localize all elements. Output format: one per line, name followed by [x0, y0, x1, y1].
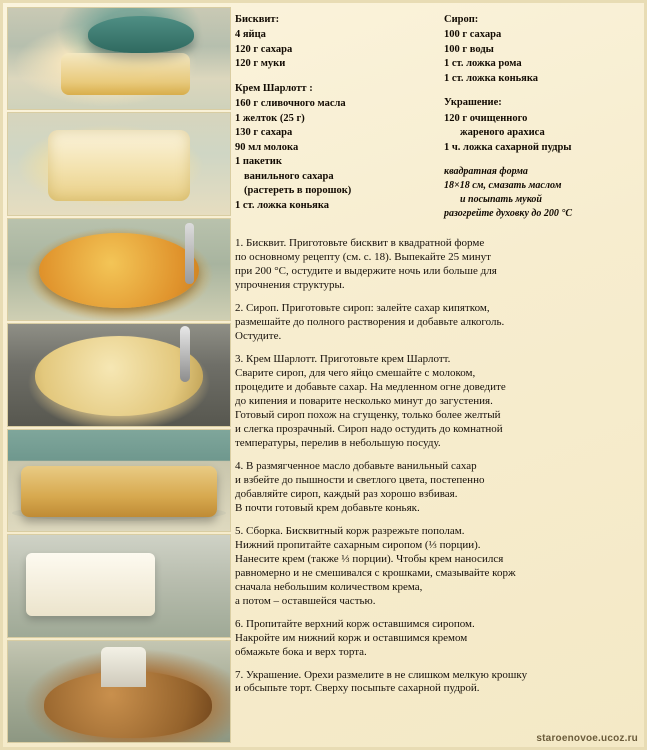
step-first-line [235, 525, 643, 539]
step-2 [235, 302, 643, 344]
step-first-line [235, 618, 643, 632]
step-4 [235, 460, 643, 516]
spacer [235, 72, 434, 82]
step-text: температуры, перелив в небольшую посуду. [235, 436, 441, 449]
syrup-heading: Сироп: [444, 14, 479, 25]
photo-chopped-peanuts-in-grinder [7, 640, 231, 743]
decoration-item: жареного арахиса [460, 127, 545, 139]
step-text: Сварите сироп, для чего яйцо смешайте с молоком, [235, 367, 476, 380]
step-text: Накройте им нижний корж и оставшимся кремом [235, 631, 468, 644]
step-text: и слегка прозрачный. Сироп надо остудить до комнатной [235, 422, 503, 435]
step-title: Сборка. [246, 524, 283, 537]
step-text: при 200 °C, остудите и выдержите ночь или больше для [235, 265, 497, 278]
spacer [444, 86, 643, 96]
photo-whisking-cream-in-bowl [7, 218, 231, 321]
step-text: равномерно и не смешивался с крошками, смазывайте корж [235, 566, 516, 579]
step-title: Сироп. [246, 302, 279, 315]
photo-caption [12, 520, 104, 528]
step-number: 5. [235, 524, 244, 537]
cream-item: 1 желток (25 г) [235, 112, 305, 124]
step-text: процедите и добавьте сахар. На медленном огне доведите [235, 381, 506, 394]
step-number: 4. [235, 459, 244, 472]
cream-item: (растереть в порошок) [244, 185, 352, 197]
step-text: Пропитайте верхний корж оставшимся сиропом. [246, 617, 475, 630]
step-text: Нанесите крем (также ⅓ порции). Чтобы крем наносился [235, 552, 504, 565]
photo-baked-sponge-cake [7, 429, 231, 532]
step-text: размешайте до полного растворения и добавьте алкоголь. [235, 316, 505, 329]
step-first-line [235, 669, 643, 683]
step-text: Приготовьте крем Шарлотт. [319, 353, 451, 366]
step-text: Орехи размелите в не слишком мелкую крошку [304, 668, 528, 681]
step-text: до кипения и поварите несколько минут до загустения. [235, 395, 493, 408]
syrup-item: 1 ст. ложка рома [444, 58, 522, 70]
step-first-line [235, 353, 643, 367]
cream-item: 160 г сливочного масла [235, 98, 346, 110]
step-first-line [235, 302, 643, 316]
step-number: 3. [235, 353, 244, 366]
photo-caption [12, 204, 69, 212]
photo-column [7, 7, 229, 743]
step-text: Приготовьте бисквит в квадратной форме [289, 237, 485, 250]
charlotte-cream-heading: Крем Шарлотт : [235, 82, 313, 94]
cream-item: 1 ст. ложка коньяка [235, 199, 329, 211]
photo-caption [12, 731, 78, 739]
step-first-line [235, 460, 643, 474]
photo-batter-in-container [7, 112, 231, 215]
step-1 [235, 237, 643, 293]
step-text: Бисквитный корж разрежьте пополам. [285, 524, 465, 537]
photo-caption [12, 309, 94, 317]
photo-caption [12, 98, 108, 106]
step-number: 1. [235, 237, 244, 250]
step-text: и взбейте до пышности и светлого цвета, постепенно [235, 473, 485, 486]
step-text: и обсыпьте торт. Сверху посыпьте сахарной пудрой. [235, 682, 480, 695]
pan-note: квадратная форма [444, 166, 528, 178]
sponge-item: 120 г сахара [235, 43, 293, 55]
step-text: В почти готовый крем добавьте коньяк. [235, 501, 420, 514]
syrup-item: 100 г воды [444, 43, 494, 55]
decoration-item: 120 г очищенного [444, 112, 528, 124]
photo-caption [12, 415, 80, 423]
sponge-item: 120 г муки [235, 58, 286, 70]
step-7 [235, 669, 643, 697]
site-watermark: staroenovoe.ucoz.ru [536, 733, 638, 744]
step-5 [235, 525, 643, 609]
oven-note: разогрейте духовку до 200 °C [444, 208, 573, 220]
step-text: по основному рецепту (см. с. 18). Выпекайте 25 минут [235, 251, 491, 264]
step-3 [235, 353, 643, 451]
cream-item: 130 г сахара [235, 127, 293, 139]
step-number: 7. [235, 668, 244, 681]
recipe-content [235, 13, 643, 743]
step-text: сначала небольшим количеством крема, [235, 580, 423, 593]
steps-block [235, 237, 643, 696]
step-number: 2. [235, 302, 244, 315]
ingredients-left-column [235, 13, 434, 221]
photo-caption [12, 626, 64, 634]
step-text: упрочнения структуры. [235, 279, 345, 292]
pan-note: 18×18 см, смазать маслом [444, 180, 562, 192]
step-text: а потом – оставшейся частью. [235, 594, 376, 607]
step-text: Остудите. [235, 330, 282, 343]
photo-whisking-cream-closeup [7, 323, 231, 426]
photo-butter-block [7, 534, 231, 637]
syrup-item: 100 г сахара [444, 29, 502, 41]
cream-item: ванильного сахара [244, 170, 334, 182]
step-title: Крем Шарлотт. [246, 353, 318, 366]
step-text: Нижний пропитайте сахарным сиропом (⅓ порции). [235, 538, 481, 551]
syrup-item: 1 ст. ложка коньяка [444, 72, 538, 84]
step-title: Украшение. [246, 668, 302, 681]
decoration-heading: Украшение: [444, 97, 502, 109]
step-first-line [235, 237, 643, 251]
spacer [444, 155, 643, 165]
photo-pouring-batter-into-container [7, 7, 231, 110]
cream-item: 90 мл молока [235, 141, 299, 153]
pan-note: и посыпать мукой [460, 194, 542, 206]
step-text: Приготовьте сироп: залейте сахар кипятком, [281, 302, 490, 315]
step-text: добавляйте сироп, каждый раз хорошо взбивая. [235, 487, 458, 500]
step-text: В размягченное масло добавьте ванильный сахар [246, 459, 477, 472]
step-number: 6. [235, 617, 244, 630]
ingredients-block [235, 13, 643, 221]
step-text: обмажьте бока и верх торта. [235, 645, 367, 658]
decoration-item: 1 ч. ложка сахарной пудры [444, 141, 572, 153]
cream-item: 1 пакетик [235, 156, 282, 168]
step-6 [235, 618, 643, 660]
sponge-item: 4 яйца [235, 29, 266, 41]
step-title: Бисквит. [246, 237, 287, 250]
step-text: Готовый сироп похож на сгущенку, только более желтый [235, 409, 501, 422]
sponge-heading: Бисквит: [235, 14, 280, 25]
ingredients-right-column [444, 13, 643, 221]
